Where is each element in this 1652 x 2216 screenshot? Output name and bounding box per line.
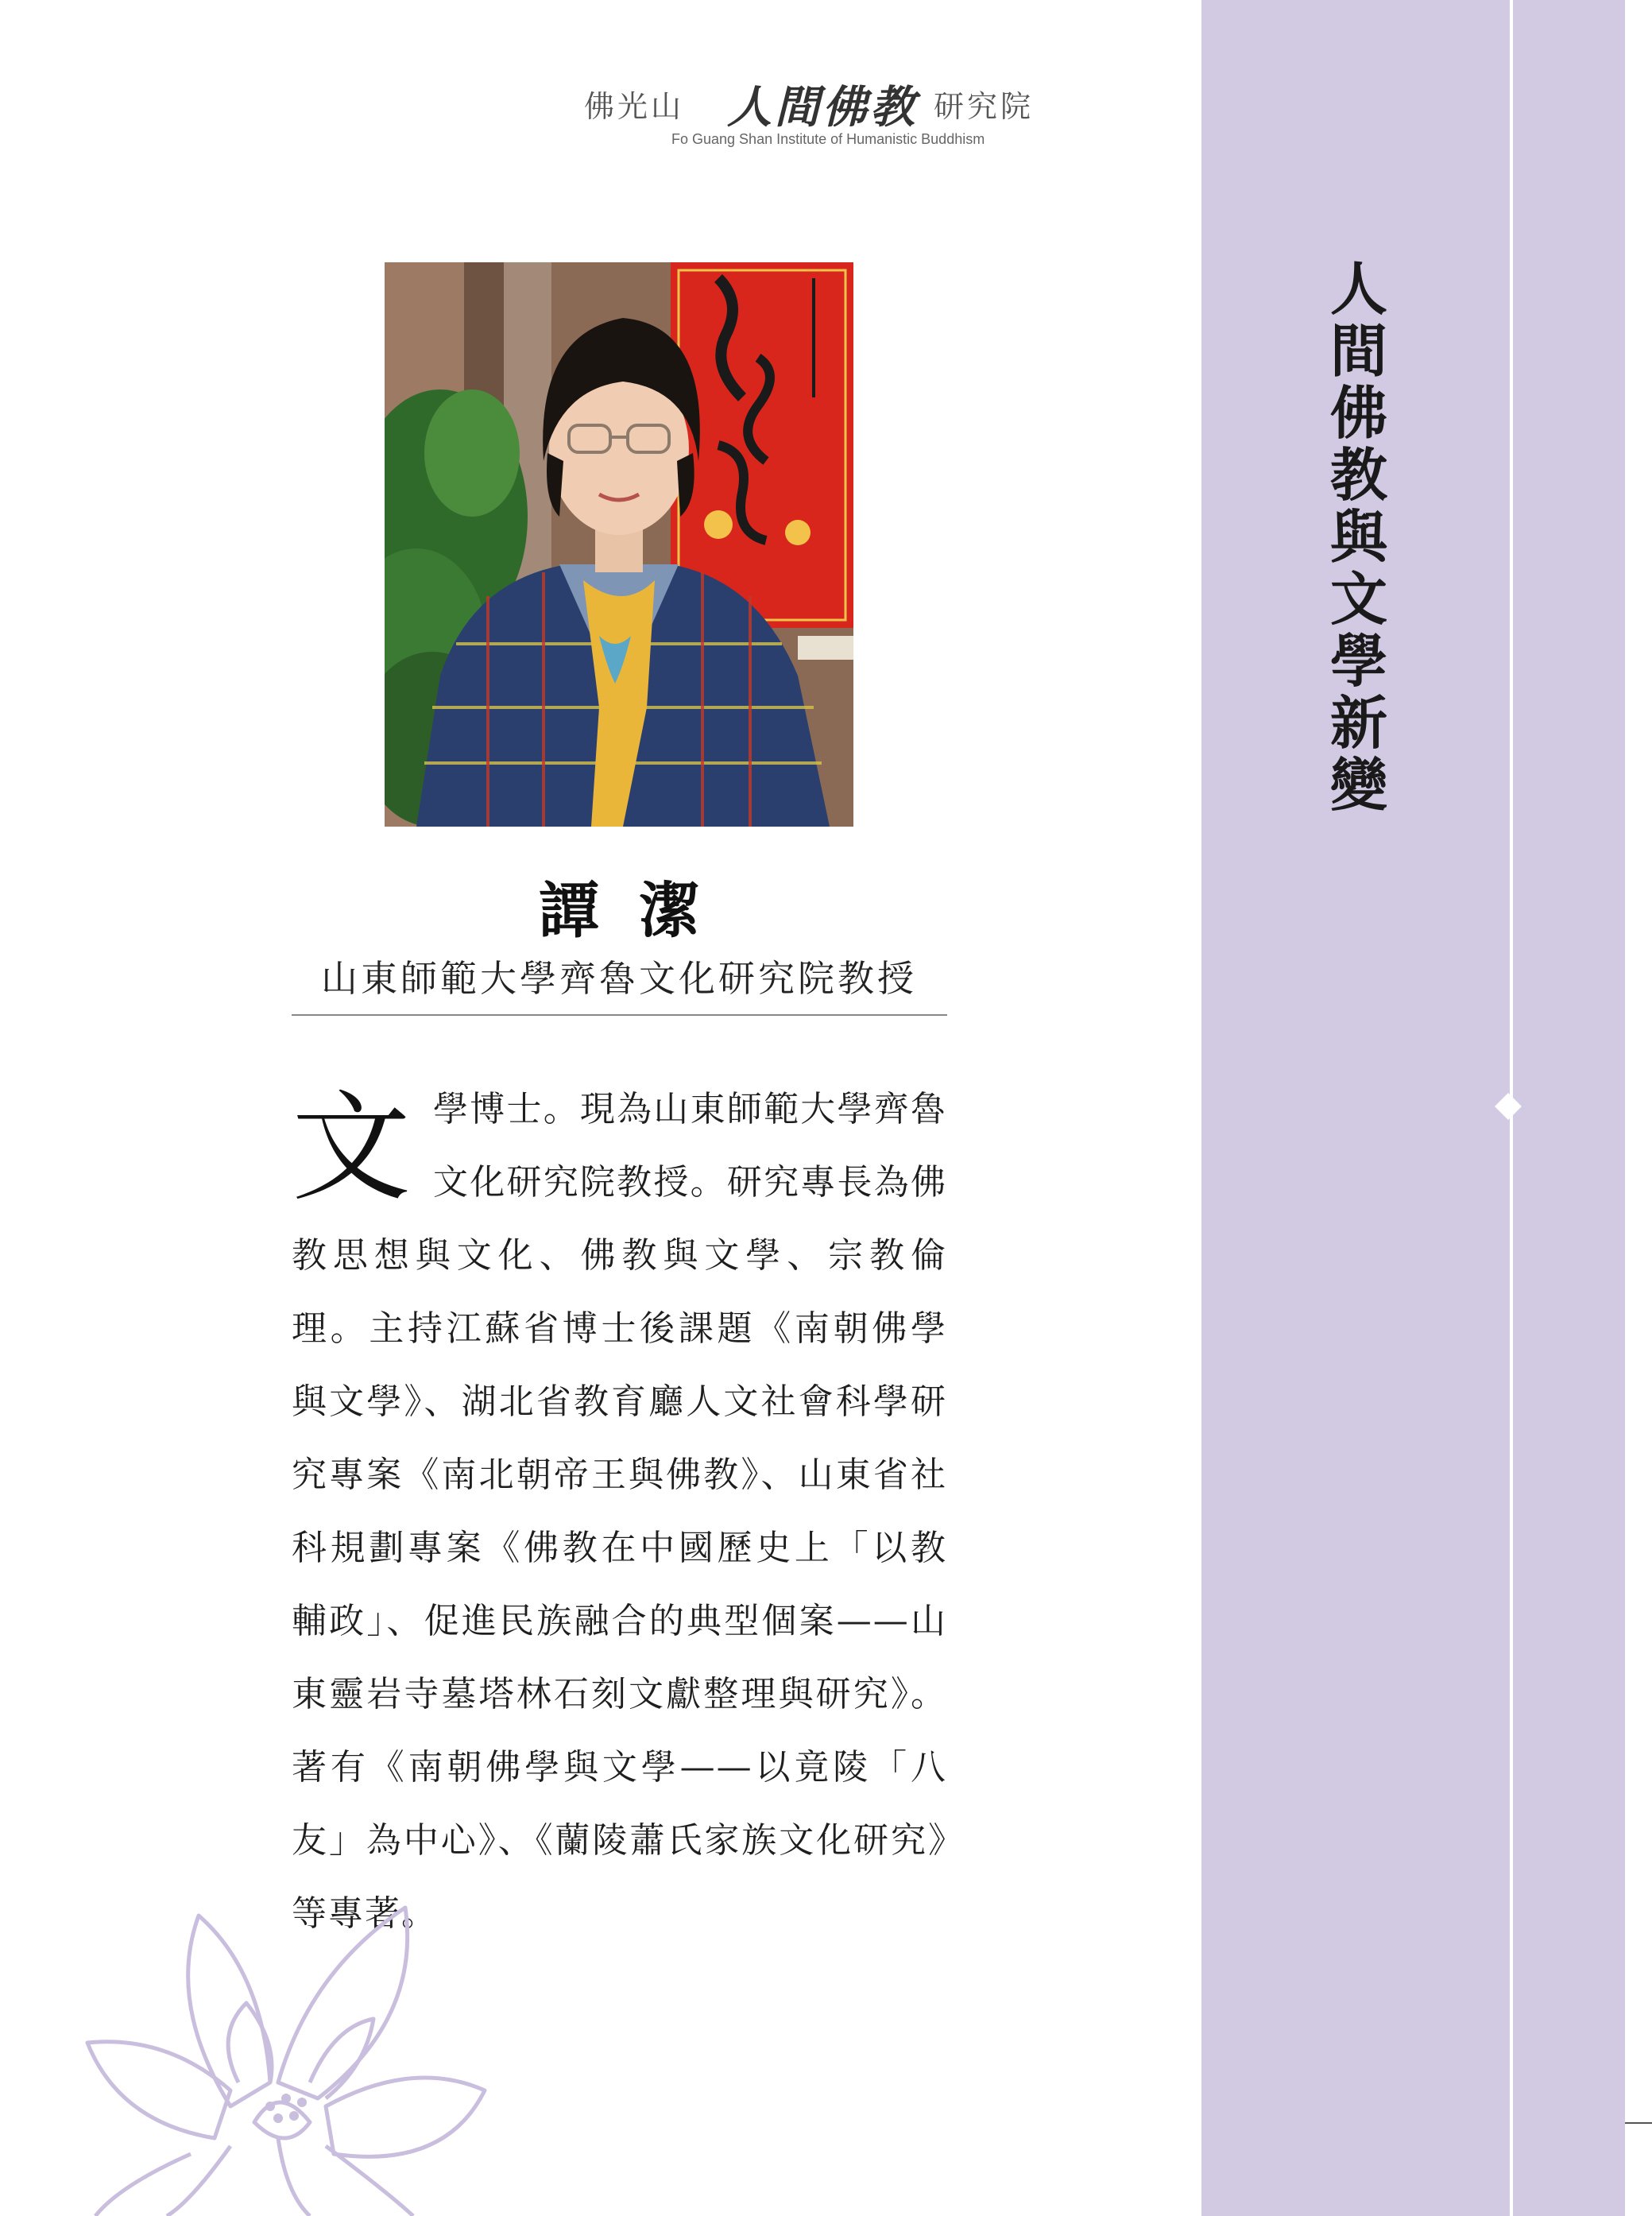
section-title-vertical: 人間佛教與文學新變 [1329,255,1387,819]
bio-text: 學博士。現為山東師範大學齊魯文化研究院教授。研究專長為佛教思想與文化、佛教與文學、宗教倫理。主持江蘇省博士後課題《南朝佛學與文學》、湖北省教育廳人文社會科學研究專案《南北朝帝王與佛教》、山東省社科規劃專案《佛教在中國歷史上「以教輔政」、促進民族融合的典型個案——山東靈岩寺墓塔林石刻文獻整理與研究》。著有《南朝佛學與文學——以竟陵「八友」為中心》、《蘭陵蕭氏家族文化研究》等專著。 [292,1089,947,1934]
side-band [1201,0,1625,2216]
institute-logo [584,76,1061,155]
logo-text-left: 佛光山 [584,89,685,124]
bio-dropcap: 文 [292,1079,413,1218]
divider-rule [292,1014,947,1016]
logo-script-text: 人間佛教 [727,81,918,134]
logo-english-text: Fo Guang Shan Institute of Humanistic Buddhism [671,131,985,147]
page-edge-tick [1625,2122,1652,2124]
logo-text-right: 研究院 [934,89,1035,124]
author-portrait [385,262,853,827]
lotus-decoration-icon [72,1884,501,2216]
author-name: 譚潔 [539,875,739,946]
author-bio [292,1073,947,1951]
author-affiliation: 山東師範大學齊魯文化研究院教授 [321,957,917,1000]
